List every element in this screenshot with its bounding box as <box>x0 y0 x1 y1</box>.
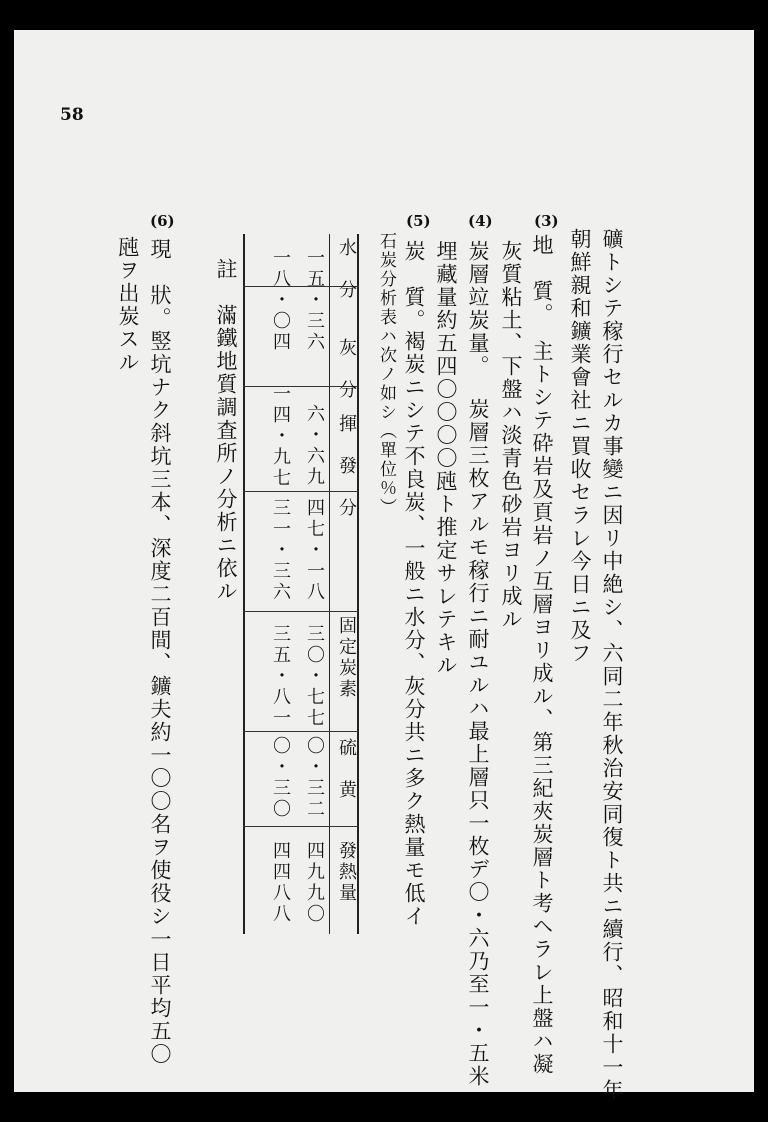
table-cell: 三五・八一 <box>270 624 291 729</box>
coal-analysis-table <box>243 226 359 942</box>
section-6-number: (6) <box>150 212 175 230</box>
table-cell: 四九九〇 <box>304 841 325 925</box>
document-page <box>14 30 754 1092</box>
section-3-text: 主トシテ砕岩及頁岩ノ互層ヨリ成ル、第三紀夾炭層ト考ヘラレ上盤ハ凝 <box>530 340 554 1076</box>
header-fixed-carbon: 固定炭素 <box>336 616 357 700</box>
table-cell: 〇・三二 <box>304 736 325 820</box>
section-3-heading: 地 質。 <box>530 234 554 326</box>
page-number: 58 <box>60 105 84 125</box>
header-volatile: 揮 發 分 <box>336 414 357 519</box>
section-3-continuation: 灰質粘土、下盤ハ淡青色砂岩ヨリ成ル <box>499 240 523 631</box>
section-4-continuation: 埋藏量約五四〇〇〇〇瓲ト推定サレテキル <box>434 240 458 677</box>
section-5-text: 褐炭ニシテ不良炭、一般ニ水分、灰分共ニ多ク熱量モ低イ <box>402 330 426 928</box>
table-header-column <box>329 226 358 942</box>
header-moisture: 水 分 <box>336 238 357 301</box>
section-5-number: (5) <box>406 212 431 230</box>
table-row <box>297 226 326 942</box>
table-cell: 四四八八 <box>270 841 291 925</box>
section-5-continuation: 石炭分析表ハ次ノ如シ（單位％） <box>376 232 396 517</box>
table-cell: 一五・三六 <box>304 248 325 353</box>
table-row <box>263 226 292 942</box>
section-4-number: (4) <box>468 212 493 230</box>
section-6-continuation: 瓲ヲ出炭スル <box>116 236 140 374</box>
table-cell: 一八・〇四 <box>270 248 291 353</box>
section-3-number: (3) <box>534 212 559 230</box>
table-cell: 六・六九 <box>304 404 325 488</box>
body-line-1: 礦トシテ稼行セルカ事變ニ因リ中絶シ、六同二年秋治安同復ト共ニ續行、昭和十一年 <box>600 228 624 1102</box>
table-note: 註 滿鐵地質調査所ノ分析ニ依ル <box>214 258 238 603</box>
table-cell: 四七・一八 <box>304 498 325 603</box>
table-cell: 〇・三〇 <box>270 736 291 820</box>
section-4-heading: 炭層竝炭量。 <box>466 240 490 378</box>
section-6-heading: 現 狀。 <box>148 238 172 330</box>
table-cell: 三〇・七七 <box>304 624 325 729</box>
section-5-heading: 炭 質。 <box>402 240 426 332</box>
header-calorific: 發熱量 <box>336 841 357 904</box>
header-sulfur: 硫 黄 <box>336 738 357 801</box>
section-4-text: 炭層三枚アルモ稼行ニ耐ユルハ最上層只一枚デ〇・六乃至一・五米 <box>466 398 490 1088</box>
header-ash: 灰 分 <box>336 338 357 401</box>
table-cell: 一四・九七 <box>270 384 291 489</box>
table-cell: 三一・三六 <box>270 498 291 603</box>
section-6-text: 竪坑ナク斜坑三本、深度二百間、鑛夫約一〇〇名ヲ使役シ一日平均五〇 <box>148 330 172 1066</box>
body-line-2: 朝鮮親和鑛業會社ニ買收セラレ今日ニ及フ <box>568 228 592 665</box>
